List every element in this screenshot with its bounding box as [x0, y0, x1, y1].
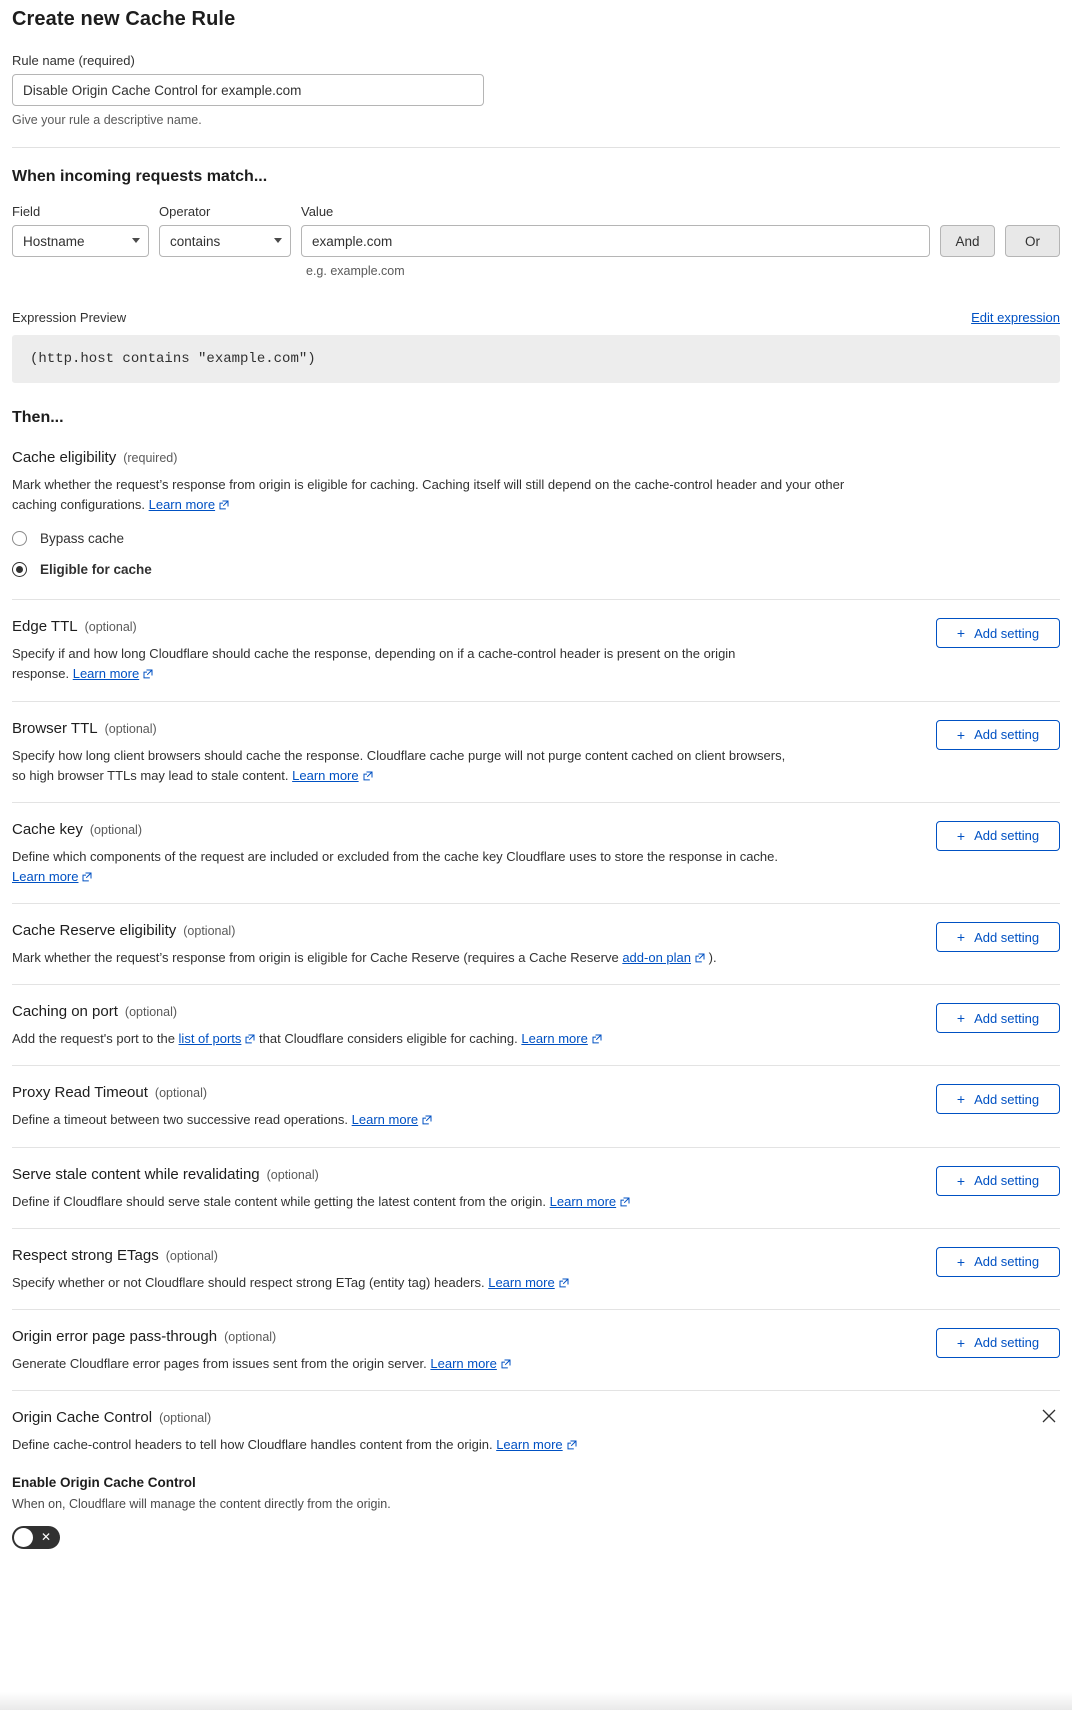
setting-title: Origin error page pass-through	[12, 1327, 218, 1345]
plus-icon: +	[956, 1253, 966, 1270]
setting-desc-text-2: ).	[708, 950, 717, 966]
add-setting-label: Add setting	[974, 625, 1040, 641]
setting-title: Browser TTL	[12, 719, 98, 737]
add-setting-button[interactable]	[936, 1328, 1060, 1358]
setting-serve-stale-content	[12, 1148, 1060, 1229]
plus-icon: +	[956, 1091, 966, 1108]
setting-desc-text: Define if Cloudflare should serve stale content while getting the latest content from the origin.	[12, 1193, 547, 1209]
setting-badge: (optional)	[183, 924, 236, 939]
learn-more-link[interactable]: Learn more	[148, 497, 216, 513]
setting-desc-text: Add the request's port to the	[12, 1031, 175, 1047]
external-link-icon	[219, 500, 229, 510]
add-setting-label: Add setting	[974, 1173, 1040, 1189]
match-heading: When incoming requests match...	[12, 168, 268, 185]
plus-icon: +	[956, 625, 966, 642]
radio-eligible-for-cache[interactable]	[12, 562, 1060, 577]
rule-name-input[interactable]	[12, 74, 484, 106]
setting-title: Origin Cache Control	[12, 1408, 153, 1426]
expression-header	[12, 310, 1060, 325]
cache-eligibility-desc-text: Mark whether the request’s response from origin is eligible for caching. Caching itself will still depend on the cache-control header and your other caching configurations.	[12, 477, 845, 513]
toggle-knob	[14, 1528, 33, 1547]
setting-badge: (optional)	[89, 822, 142, 837]
setting-header	[12, 1084, 1060, 1101]
setting-title: Respect strong ETags	[12, 1246, 159, 1264]
setting-header	[12, 1409, 1060, 1426]
setting-header	[12, 1166, 1060, 1183]
external-link-icon	[143, 669, 153, 679]
setting-description	[12, 1029, 942, 1049]
value-label: Value	[301, 204, 334, 219]
edit-expression-link[interactable]: Edit expression	[971, 310, 1060, 325]
external-link-icon	[592, 1034, 602, 1044]
setting-description	[12, 1435, 942, 1455]
setting-cache-key	[12, 803, 1060, 904]
setting-header	[12, 720, 1060, 737]
setting-badge: (optional)	[224, 1329, 277, 1344]
radio-icon-selected	[12, 562, 27, 577]
setting-header	[12, 1003, 1060, 1020]
plus-icon: +	[956, 726, 966, 743]
setting-badge: (optional)	[266, 1167, 319, 1182]
add-setting-label: Add setting	[974, 1254, 1040, 1270]
setting-desc-text: Specify how long client browsers should cache the response. Cloudflare cache purge will not purge content cached on client browsers, so high browser TTLs may lead to stale content.	[12, 747, 786, 783]
close-icon[interactable]	[1040, 1407, 1058, 1425]
setting-header	[12, 1328, 1060, 1345]
plus-icon: +	[956, 1334, 966, 1351]
field-column	[12, 204, 149, 257]
add-setting-label: Add setting	[974, 1091, 1040, 1107]
setting-badge: (optional)	[159, 1410, 212, 1425]
setting-badge: (optional)	[165, 1248, 218, 1263]
external-link-icon	[620, 1197, 630, 1207]
value-column	[301, 204, 930, 257]
setting-description	[12, 1273, 942, 1293]
field-select[interactable]	[12, 225, 149, 257]
cache-eligibility-title: Cache eligibility	[12, 449, 117, 466]
add-setting-label: Add setting	[974, 727, 1040, 743]
learn-more-link[interactable]: Learn more	[292, 767, 359, 783]
setting-description	[12, 1110, 942, 1130]
add-setting-button[interactable]	[936, 922, 1060, 952]
add-setting-label: Add setting	[974, 1010, 1040, 1026]
or-button[interactable]: Or	[1005, 225, 1060, 257]
setting-title: Serve stale content while revalidating	[12, 1165, 260, 1183]
learn-more-link[interactable]: Learn more	[12, 868, 79, 884]
external-link-icon	[245, 1034, 255, 1044]
setting-desc-text: Define cache-control headers to tell how Cloudflare handles content from the origin.	[12, 1436, 493, 1452]
learn-more-link[interactable]: Learn more	[496, 1436, 563, 1452]
radio-eligible-for-cache-label: Eligible for cache	[40, 562, 152, 578]
learn-more-link[interactable]: Learn more	[72, 666, 140, 682]
setting-title: Cache key	[12, 820, 83, 838]
and-button[interactable]: And	[940, 225, 995, 257]
setting-desc-text: Specify whether or not Cloudflare should respect strong ETag (entity tag) headers.	[12, 1274, 485, 1290]
add-setting-button[interactable]	[936, 1247, 1060, 1277]
rule-name-label: Rule name (required)	[12, 53, 135, 68]
setting-origin-error-page-pass-through	[12, 1310, 1060, 1391]
add-setting-button[interactable]	[936, 821, 1060, 851]
add-setting-button[interactable]	[936, 1084, 1060, 1114]
radio-bypass-cache-label: Bypass cache	[40, 531, 125, 547]
cache-eligibility-section	[12, 427, 1060, 600]
external-link-icon	[501, 1359, 511, 1369]
setting-badge: (optional)	[124, 1005, 178, 1020]
plus-icon: +	[956, 929, 966, 946]
radio-icon	[12, 531, 27, 546]
setting-badge: (optional)	[104, 721, 157, 736]
add-setting-label: Add setting	[974, 1335, 1040, 1351]
value-input[interactable]	[301, 225, 930, 257]
enable-origin-cache-control-toggle[interactable]	[12, 1526, 60, 1549]
setting-description	[12, 847, 942, 887]
setting-respect-strong-etags	[12, 1229, 1060, 1310]
expression-preview: (http.host contains "example.com")	[12, 335, 1060, 383]
add-on-plan-link[interactable]: add-on plan	[622, 950, 691, 966]
setting-description	[12, 1354, 942, 1374]
external-link-icon	[695, 953, 705, 963]
expression-preview-label: Expression Preview	[12, 310, 127, 325]
learn-more-link[interactable]: Learn more	[549, 1193, 617, 1209]
setting-desc-text-2: that Cloudflare considers eligible for caching.	[259, 1031, 518, 1047]
add-setting-button[interactable]	[936, 1003, 1060, 1033]
setting-desc-text: Define a timeout between two successive read operations.	[12, 1112, 349, 1128]
field-label: Field	[12, 204, 41, 219]
chevron-down-icon	[132, 238, 140, 243]
setting-caching-on-port	[12, 985, 1060, 1066]
add-setting-label: Add setting	[974, 929, 1040, 945]
learn-more-link[interactable]: Learn more	[430, 1355, 497, 1371]
page-title: Create new Cache Rule	[12, 8, 236, 30]
setting-browser-ttl	[12, 702, 1060, 803]
setting-title: Edge TTL	[12, 618, 78, 636]
setting-header	[12, 1247, 1060, 1264]
setting-desc-text: Generate Cloudflare error pages from issues sent from the origin server.	[12, 1355, 427, 1371]
operator-select-value: contains	[170, 233, 221, 249]
setting-desc-text: Specify if and how long Cloudflare should cache the response, depending on if a cache-control header is present on the origin response.	[12, 646, 736, 682]
external-link-icon	[363, 771, 373, 781]
cache-rule-form	[0, 8, 1072, 1549]
external-link-icon	[422, 1115, 432, 1125]
cache-eligibility-badge: (required)	[123, 451, 178, 465]
external-link-icon	[82, 872, 92, 882]
radio-bypass-cache[interactable]	[12, 531, 1060, 546]
learn-more-link[interactable]: Learn more	[521, 1031, 588, 1047]
match-row	[12, 204, 1060, 257]
setting-desc-text: Mark whether the request’s response from origin is eligible for Cache Reserve (requires a Cache Reserve	[12, 950, 619, 966]
setting-badge: (optional)	[84, 620, 137, 635]
operator-label: Operator	[159, 204, 211, 219]
setting-proxy-read-timeout	[12, 1066, 1060, 1147]
setting-origin-cache-control	[12, 1391, 1060, 1549]
operator-column	[159, 204, 291, 257]
toggle-off-icon: ✕	[40, 1530, 51, 1545]
enable-origin-cache-control-label: Enable Origin Cache Control	[12, 1475, 196, 1491]
setting-description	[12, 948, 942, 968]
value-hint: e.g. example.com	[306, 264, 405, 278]
setting-header	[12, 618, 1060, 635]
cache-eligibility-description	[12, 475, 942, 515]
plus-icon: +	[956, 1172, 966, 1189]
setting-description	[12, 1192, 942, 1212]
learn-more-link[interactable]: Learn more	[488, 1274, 555, 1290]
rule-name-hint: Give your rule a descriptive name.	[12, 113, 202, 127]
cache-eligibility-header	[12, 449, 1060, 466]
setting-header	[12, 922, 1060, 939]
bottom-fade	[0, 1692, 1072, 1710]
setting-desc-text: Define which components of the request are included or excluded from the cache key Cloudflare uses to store the response in cache.	[12, 848, 778, 864]
setting-title: Caching on port	[12, 1003, 118, 1021]
chevron-down-icon	[274, 238, 282, 243]
divider	[12, 147, 1060, 148]
setting-title: Cache Reserve eligibility	[12, 922, 177, 940]
setting-description	[12, 746, 942, 786]
list-of-ports-link[interactable]: list of ports	[178, 1031, 242, 1047]
setting-badge: (optional)	[154, 1086, 208, 1101]
setting-edge-ttl	[12, 600, 1060, 701]
enable-origin-cache-control-desc: When on, Cloudflare will manage the content directly from the origin.	[12, 1497, 391, 1512]
setting-cache-reserve-eligibility	[12, 904, 1060, 985]
setting-title: Proxy Read Timeout	[12, 1084, 148, 1102]
field-select-value: Hostname	[23, 233, 85, 249]
external-link-icon	[559, 1278, 569, 1288]
learn-more-link[interactable]: Learn more	[351, 1112, 419, 1128]
setting-header	[12, 821, 1060, 838]
plus-icon: +	[956, 827, 966, 844]
add-setting-button[interactable]	[936, 1166, 1060, 1196]
add-setting-label: Add setting	[974, 828, 1040, 844]
external-link-icon	[567, 1440, 577, 1450]
plus-icon: +	[956, 1010, 966, 1027]
add-setting-button[interactable]	[936, 618, 1060, 648]
then-heading: Then...	[12, 409, 64, 426]
add-setting-button[interactable]	[936, 720, 1060, 750]
operator-select[interactable]	[159, 225, 291, 257]
setting-description	[12, 644, 942, 684]
